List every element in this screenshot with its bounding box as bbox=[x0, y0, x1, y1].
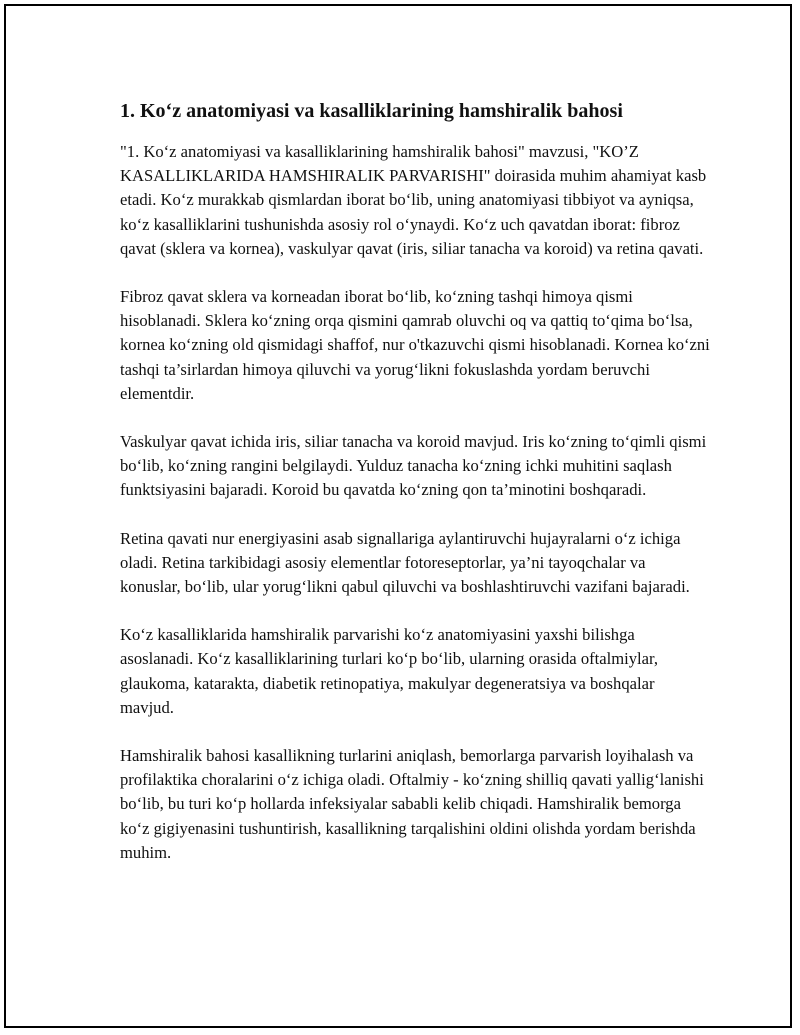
paragraph-2: Fibroz qavat sklera va korneadan iborat bo‘lib, ko‘zning tashqi himoya qismi hisoblanadi. Sklera ko‘zning orqa qismini qamrab oluvchi oq va qattiq to‘qima bo‘lsa, kornea ko‘zning old qismidagi shaffof, nur o'tkazuvchi qismi hisoblanadi. Kornea ko‘zni tashqi ta’sirlardan himoya qiluvchi va yorug‘likni fokuslashda yordam beruvchi elementdir. bbox=[120, 287, 710, 403]
paragraph-3: Vaskulyar qavat ichida iris, siliar tanacha va koroid mavjud. Iris ko‘zning to‘qimli qismi bo‘lib, ko‘zning rangini belgilaydi. Yulduz tanacha ko‘zning ichki muhitini saqlash funktsiyasini bajaradi. Koroid bu qavatda ko‘zning qon ta’minotini boshqaradi. bbox=[120, 432, 707, 500]
paragraph-4: Retina qavati nur energiyasini asab signallariga aylantiruvchi hujayralarni o‘z ichiga oladi. Retina tarkibidagi asosiy elementlar fotoreseptorlar, ya’ni tayoqchalar va konuslar, bo‘lib, ular yorug‘likni qabul qiluvchi va boshlashtiruvchi vazifani bajaradi. bbox=[120, 528, 690, 597]
document-title: 1. Ko‘z anatomiyasi va kasalliklarining hamshiralik bahosi bbox=[120, 100, 623, 122]
paragraph-6: Hamshiralik bahosi kasallikning turlarini aniqlash, bemorlarga parvarish loyihalash va profilaktika choralarini o‘z ichiga oladi. Oftalmiy - ko‘zning shilliq qavati yallig‘lanishi bo‘lib, bu turi ko‘p hollarda infeksiyalar sababli kelib chiqadi. Hamshiralik bemorga ko‘z gigiyenasini tushuntirish, kasallikning tarqalishini oldini olishda yordam berishda muhim. bbox=[120, 746, 704, 862]
paragraph-5: Ko‘z kasalliklarida hamshiralik parvarishi ko‘z anatomiyasini yaxshi bilishga asoslanadi. Ko‘z kasalliklarining turlari ko‘p bo‘lib, ularning orasida oftalmiylar, glaukoma, katarakta, diabetik retinopatiya, makulyar degeneratsiya va boshqalar mavjud. bbox=[120, 625, 659, 717]
page-frame bbox=[4, 4, 792, 1028]
document-body bbox=[120, 96, 710, 889]
paragraph-1: "1. Ko‘z anatomiyasi va kasalliklarining hamshiralik bahosi" mavzusi, "KO’Z KASALLIKLARIDA HAMSHIRALIK PARVARISHI" doirasida muhim ahamiyat kasb etadi. Ko‘z murakkab qismlardan iborat bo‘lib, uning anatomiyasi tibbiyot va ayniqsa, ko‘z kasalliklarini tushunishda asosiy rol o‘ynaydi. Ko‘z uch qavatdan iborat: fibroz qavat (sklera va kornea), vaskulyar qavat (iris, siliar tanacha va koroid) va retina qavati. bbox=[120, 142, 707, 258]
